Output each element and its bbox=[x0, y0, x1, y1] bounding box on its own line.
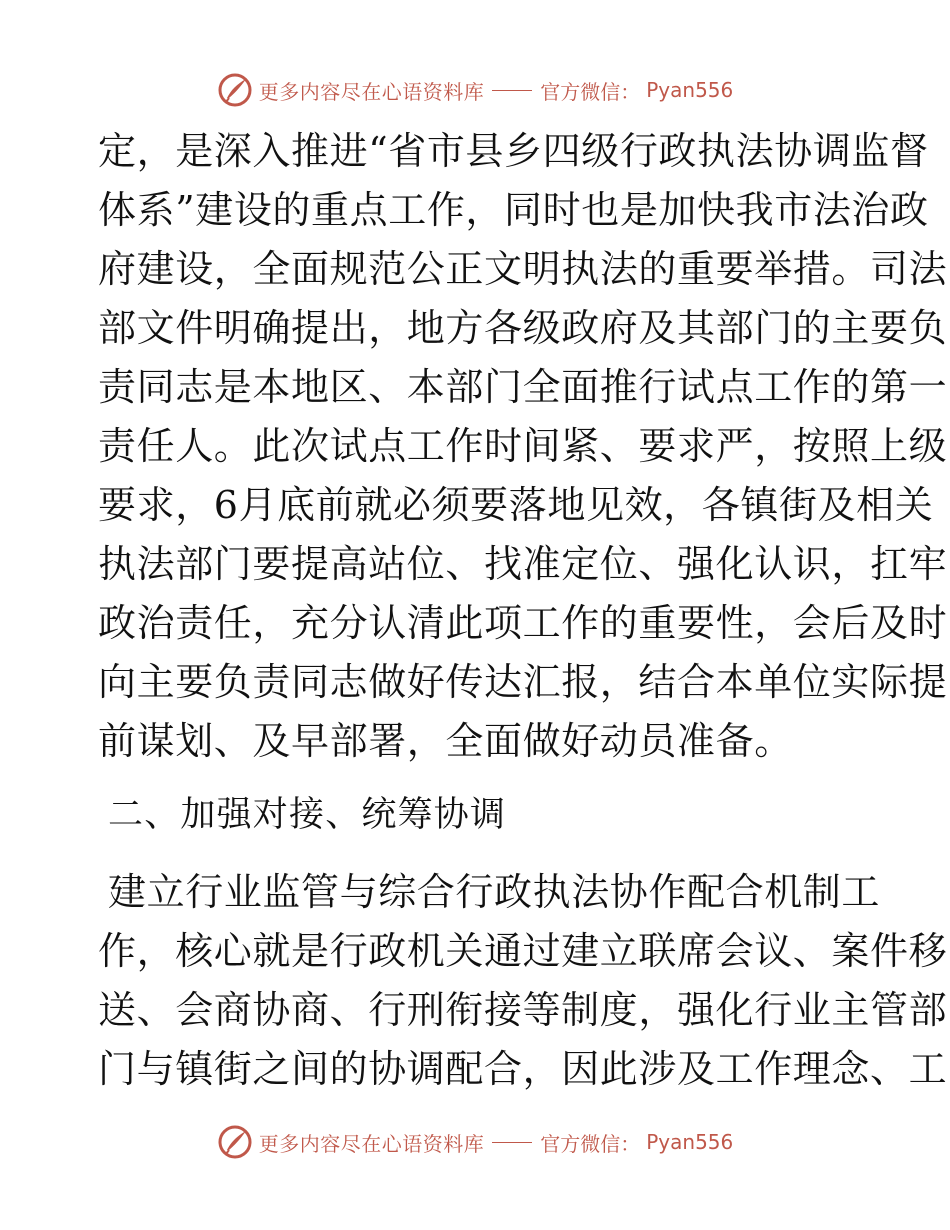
text-line: 作，核心就是行政机关通过建立联席会议、案件移 bbox=[98, 929, 948, 973]
watermark-wechat-id: Pyan556 bbox=[646, 78, 734, 102]
quill-circle-icon bbox=[217, 72, 253, 108]
text-line: 政治责任，充分认清此项工作的重要性，会后及时 bbox=[98, 601, 948, 645]
text-line: 向主要负责同志做好传达汇报，结合本单位实际提 bbox=[98, 660, 948, 704]
footer-watermark bbox=[0, 1122, 950, 1162]
header-watermark bbox=[0, 70, 950, 110]
text-line: 部文件明确提出，地方各级政府及其部门的主要负 bbox=[98, 306, 948, 350]
watermark-wechat-label: 官方微信： bbox=[540, 1131, 641, 1156]
watermark-separator bbox=[492, 1142, 532, 1143]
text-line: 责同志是本地区、本部门全面推行试点工作的第一 bbox=[98, 365, 948, 409]
text-line: 定，是深入推进“省市县乡四级行政执法协调监督 bbox=[98, 129, 929, 173]
text-line: 体系”建设的重点工作，同时也是加快我市法治政 bbox=[98, 188, 929, 232]
text-line: 府建设，全面规范公正文明执法的重要举措。司法 bbox=[98, 247, 948, 291]
text-line: 前谋划、及早部署，全面做好动员准备。 bbox=[98, 719, 793, 763]
text-line: 责任人。此次试点工作时间紧、要求严，按照上级 bbox=[98, 424, 948, 468]
text-line: 门与镇街之间的协调配合，因此涉及工作理念、工 bbox=[98, 1047, 948, 1091]
document-body bbox=[98, 122, 948, 1099]
text-line: 送、会商协商、行刑衔接等制度，强化行业主管部 bbox=[98, 988, 948, 1032]
section-heading: 二、加强对接、统筹协调 bbox=[108, 795, 507, 835]
watermark-wechat-label: 官方微信： bbox=[540, 79, 641, 104]
text-line: 执法部门要提高站位、找准定位、强化认识，扛牢 bbox=[98, 542, 948, 586]
watermark-text: 更多内容尽在心语资料库 bbox=[258, 1131, 485, 1156]
watermark-text: 更多内容尽在心语资料库 bbox=[258, 79, 485, 104]
text-line: 要求，6月底前就必须要落地见效，各镇街及相关 bbox=[98, 483, 934, 527]
quill-circle-icon bbox=[217, 1124, 253, 1160]
text-line: 建立行业监管与综合行政执法协作配合机制工 bbox=[108, 870, 881, 914]
watermark-wechat-id: Pyan556 bbox=[646, 1130, 734, 1154]
watermark-separator bbox=[492, 90, 532, 91]
